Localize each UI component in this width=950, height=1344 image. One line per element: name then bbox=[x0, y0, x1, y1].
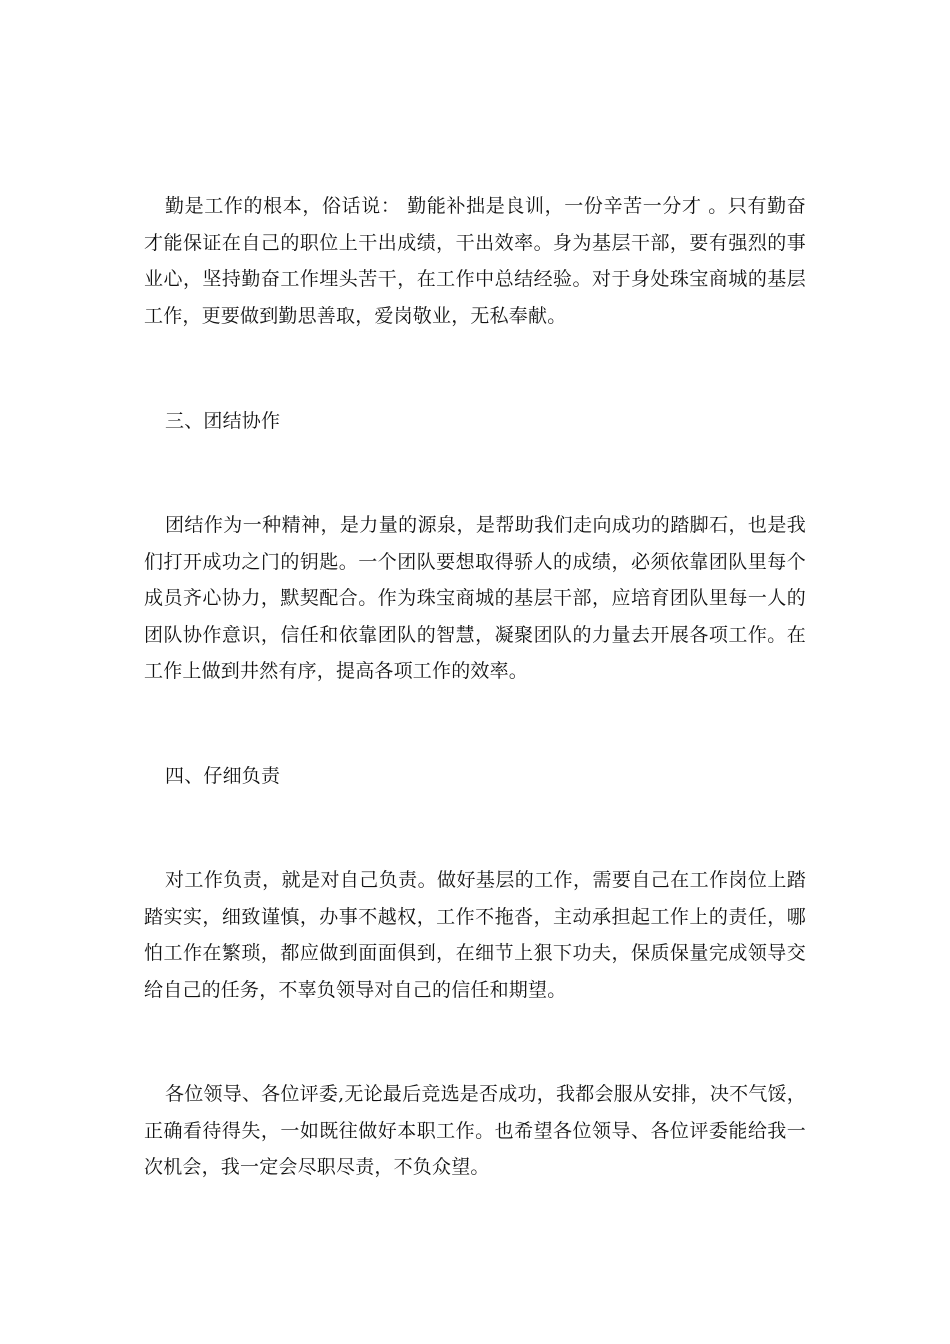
paragraph-responsibility: 对工作负责，就是对自己负责。做好基层的工作，需要自己在工作岗位上踏踏实实，细致谨慎，办事不越权，工作不拖沓，主动承担起工作上的责任，哪怕工作在繁琐，都应做到面面俱到，在细节上狠下功夫，保质保量完成领导交给自己的任务，不辜负领导对自己的信任和期望。 bbox=[144, 869, 806, 1001]
paragraph-diligence: 勤是工作的根本，俗话说： 勤能补拙是良训，一份辛苦一分才 。只有勤奋才能保证在自己的职位上干出成绩，干出效率。身为基层干部，要有强烈的事业心，坚持勤奋工作埋头苦干，在工作中总结经验。对于身处珠宝商城的基层工作，更要做到勤思善取，爱岗敬业，无私奉献。 bbox=[144, 195, 806, 327]
paragraph-closing: 各位领导、各位评委,无论最后竞选是否成功，我都会服从安排，决不气馁，正确看待得失，一如既往做好本职工作。也希望各位领导、各位评委能给我一次机会，我一定会尽职尽责，不负众望。 bbox=[144, 1083, 806, 1178]
heading-responsibility: 四、仔细负责 bbox=[165, 765, 281, 787]
paragraph-teamwork: 团结作为一种精神，是力量的源泉，是帮助我们走向成功的踏脚石，也是我们打开成功之门的钥匙。一个团队要想取得骄人的成绩，必须依靠团队里每个成员齐心协力，默契配合。作为珠宝商城的基层干部，应培育团队里每一人的团队协作意识，信任和依靠团队的智慧，凝聚团队的力量去开展各项工作。在工作上做到井然有序，提高各项工作的效率。 bbox=[144, 514, 806, 682]
heading-teamwork: 三、团结协作 bbox=[165, 410, 281, 432]
